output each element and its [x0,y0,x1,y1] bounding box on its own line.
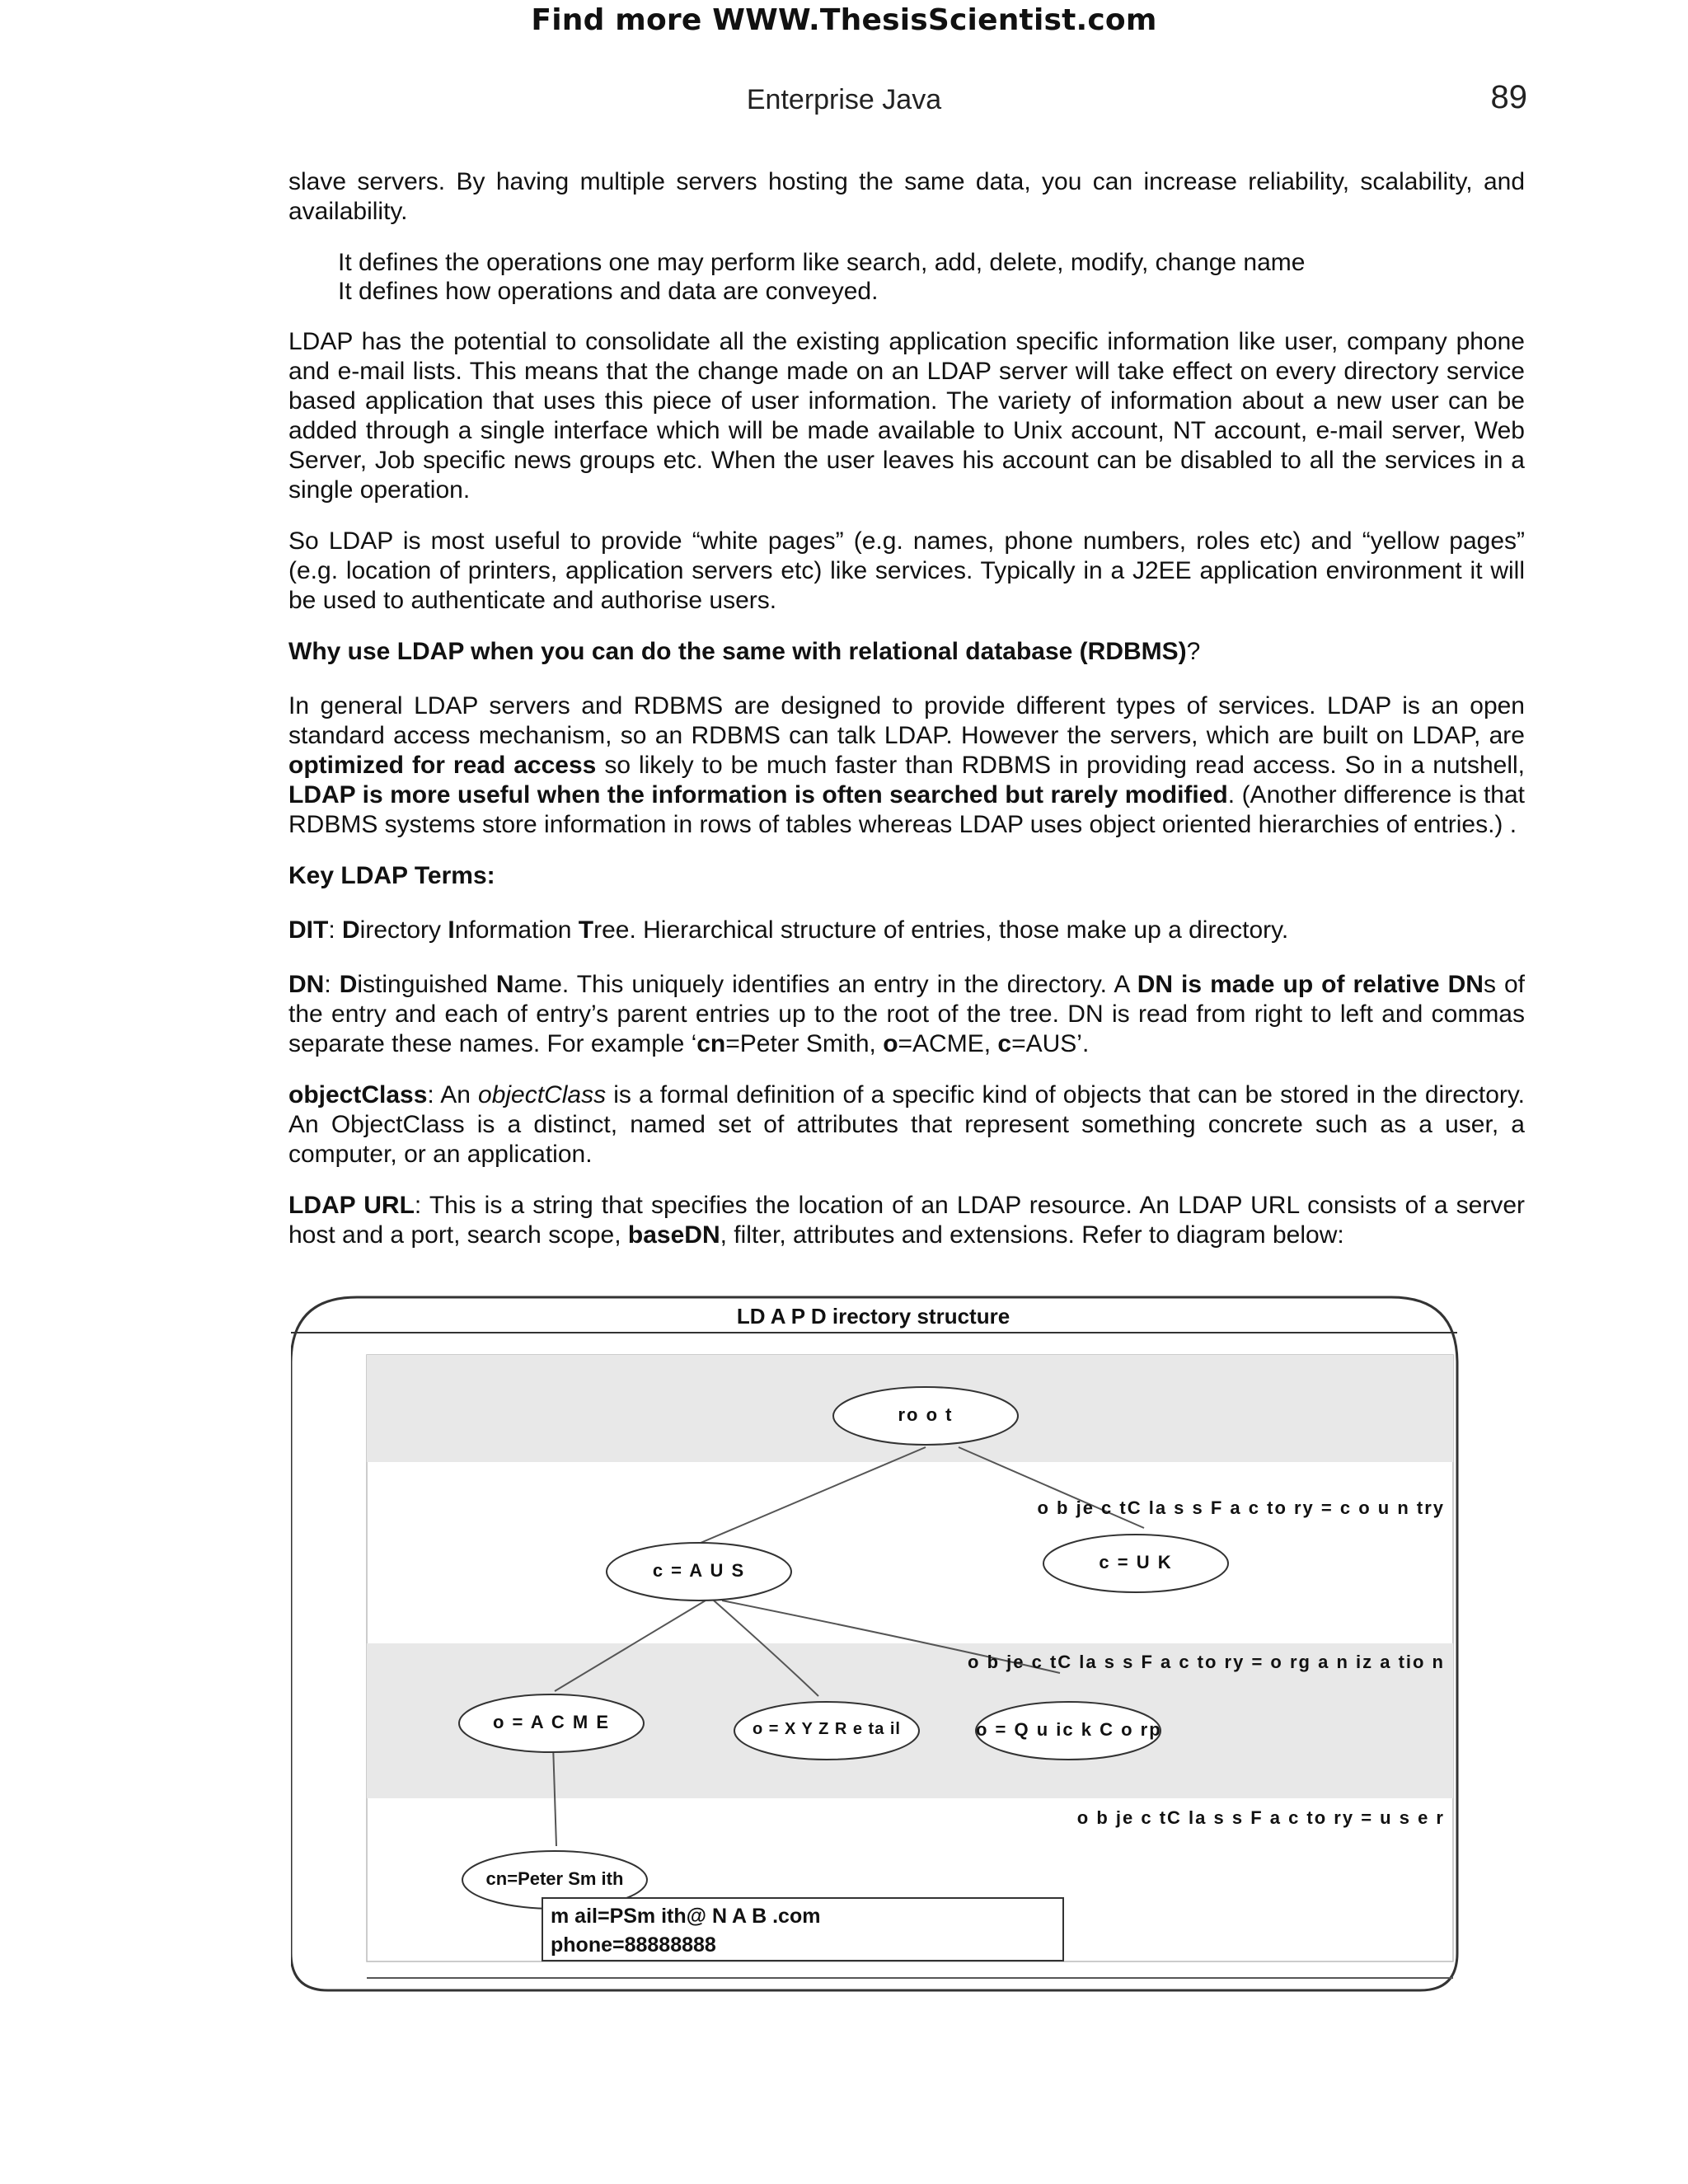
term-label: DN [288,971,325,998]
watermark-banner: Find more WWW.ThesisScientist.com [531,3,1157,37]
question-text: Why use LDAP when you can do the same with relational database (RDBMS) [288,638,1187,665]
bold-run: o [883,1030,898,1057]
paragraph-consolidate: LDAP has the potential to consolidate all the existing application specific information like user, company phone and e-mail lists. This means that the change made on an LDAP server will take effect on every directory service based application that uses this piece of user information. The variety of information about a new user can be added through a single interface which will be made available to Unix account, NT account, e-mail server, Web Server, Job specific news groups etc. When the user leaves his account can be disabled to all the services in a single operation. [288,328,1525,504]
question-mark: ? [1186,638,1201,665]
paragraph-replication: slave servers. By having multiple servers hosting the same data, you can increase reliability, scalability, and availability. [288,168,1525,225]
band-label-user: o b je c tC la s s F a c to ry = u s e r [1076,1807,1445,1828]
band-label-country: o b je c tC la s s F a c to ry = c o u n try [1037,1497,1445,1518]
text-run: irectory [359,916,448,944]
node-label-peter: cn=Peter Sm ith [485,1868,624,1889]
text-run: nformation [454,916,579,944]
paragraph-white-pages: So LDAP is most useful to provide “white pages” (e.g. names, phone numbers, roles etc) and “yellow pages” (e.g. location of printers, application servers etc) like services. Typically in a J2EE application environment it will be used to authenticate and authorise users. [288,527,1525,614]
term-ldap-url [288,1191,1525,1250]
bold-run: N [495,971,514,998]
text-run: , filter, attributes and extensions. Refer to diagram below: [720,1221,1344,1249]
term-dit [288,916,1525,945]
bold-run: cn [696,1030,726,1057]
text-run: : [328,916,342,944]
text-run: s of the entry and each of entry’s parent entries up to the root of the tree. DN is read from right to left and commas separate these names. For example ‘ [288,971,1525,1057]
node-label-uk: c = U K [1099,1552,1173,1572]
text-run: . (Another difference is that RDBMS systems store information in rows of tables whereas LDAP uses object oriented hierarchies of entries.) . [288,781,1525,838]
running-title: Enterprise Java [746,84,942,115]
bold-run: D [339,971,358,998]
node-label-root: ro o t [898,1404,954,1425]
node-label-acme: o = A C M E [493,1712,610,1732]
operations-list [338,248,1525,306]
list-item: It defines the operations one may perform like search, add, delete, modify, change name [338,249,1306,276]
text-run: is a formal definition of a specific kind of objects that can be stored in the directory. An ObjectClass is a distinct, named set of attributes that represent something concrete such as a user, a computer, or an application. [288,1081,1525,1168]
term-dn [288,970,1525,1059]
text-run: =ACME, [898,1030,998,1057]
bold-run: DN is made up of relative DN [1137,971,1484,998]
page-body [288,167,1525,1272]
text-run: istinguished [357,971,496,998]
key-terms-heading: Key LDAP Terms: [288,862,495,889]
text-run: ree. Hierarchical structure of entries, those make up a directory. [593,916,1289,944]
diagram-title: LD A P D irectory structure [736,1304,1010,1329]
text-run: ame. This uniquely identifies an entry in the directory. A [513,971,1137,998]
page-number: 89 [1490,79,1527,115]
term-label: DIT [288,916,329,944]
term-label: LDAP URL [288,1192,415,1219]
entry-phone: phone=88888888 [551,1933,716,1957]
node-label-xyz: o = X Y Z R e ta il [753,1720,901,1738]
text-run: : An [427,1081,479,1108]
entry-mail: m ail=PSm ith@ N A B .com [551,1905,821,1928]
bold-run: I [448,916,455,944]
bold-run: optimized for read access [288,752,597,779]
bold-run: c [997,1030,1012,1057]
text-run: so likely to be much faster than RDBMS in providing read access. So in a nutshell, [596,752,1525,779]
text-run: =Peter Smith, [725,1030,884,1057]
italic-run: objectClass [478,1081,607,1108]
list-item: It defines how operations and data are conveyed. [338,278,879,305]
ldap-directory-diagram [291,1294,1494,1994]
question-heading [288,637,1525,667]
text-run: : This is a string that specifies the location of an LDAP resource. An LDAP URL consists of a server host and a port, search scope, [288,1192,1525,1249]
term-objectclass [288,1080,1525,1169]
text-run: In general LDAP servers and RDBMS are designed to provide different types of services. LDAP is an open standard access mechanism, so an RDBMS can talk LDAP. However the servers, which are built on LDAP, are [288,692,1525,749]
term-label: objectClass [288,1081,428,1108]
bold-run: D [342,916,360,944]
bold-run: LDAP is more useful when the information is often searched but rarely modified [288,781,1228,808]
paragraph-ldap-vs-rdbms [288,691,1525,840]
bold-run: baseDN [627,1221,720,1249]
node-label-aus: c = A U S [652,1560,746,1581]
text-run: =AUS’. [1011,1030,1090,1057]
bold-run: T [578,916,594,944]
node-label-quick: o = Q u ic k C o rp [976,1719,1162,1740]
text-run: : [324,971,340,998]
band-label-organization: o b je c tC la s s F a c to ry = o rg a n iz a tio n [968,1652,1445,1672]
